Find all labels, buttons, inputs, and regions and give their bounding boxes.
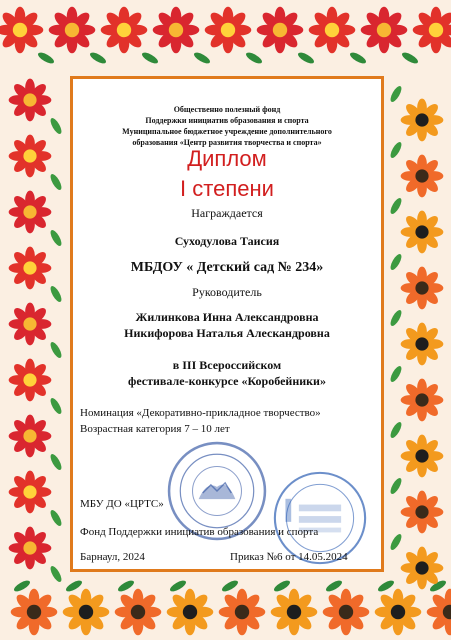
fund-name: Фонд Поддержки инициатив образования и спорта: [80, 526, 319, 538]
org-line: образования «Центр развития творчества и спорта»: [132, 138, 322, 147]
flower-ornament: [401, 323, 444, 366]
flower-ornament: [401, 547, 444, 590]
flower-ornament: [9, 191, 52, 234]
flower-ornament: [115, 589, 162, 636]
awarded-label: Награждается: [191, 206, 263, 220]
flower-ornament: [9, 527, 52, 570]
flower-ornament: [257, 7, 304, 54]
organization-header: [70, 104, 384, 148]
flower-ornament: [219, 589, 266, 636]
org-line: Поддержки инициатив образования и спорта: [145, 116, 309, 125]
order-number: Приказ №6 от 14.05.2024: [230, 551, 348, 563]
flower-ornament: [153, 7, 200, 54]
flower-ornament: [9, 303, 52, 346]
festival-line: фестивале-конкурсе «Коробейники»: [128, 374, 326, 388]
flower-ornament: [361, 7, 408, 54]
flower-ornament: [401, 435, 444, 478]
leader-label: Руководитель: [192, 285, 262, 299]
flower-ornament: [401, 267, 444, 310]
recipient-name: Суходулова Таисия: [174, 234, 280, 248]
age-category: Возрастная категория 7 – 10 лет: [80, 423, 230, 435]
flower-ornament: [9, 359, 52, 402]
issuer-name: МБУ ДО «ЦРТС»: [80, 498, 164, 510]
flower-ornament: [9, 135, 52, 178]
org-line: Муниципальное бюджетное учреждение дополнительного: [122, 127, 332, 136]
flower-ornament: [401, 211, 444, 254]
flower-ornament: [401, 99, 444, 142]
flower-ornament: [101, 7, 148, 54]
flower-ornament: [63, 589, 110, 636]
flower-ornament: [375, 589, 422, 636]
flower-ornament: [9, 415, 52, 458]
org-line: Общественно полезный фонд: [173, 105, 281, 114]
flower-ornament: [323, 589, 370, 636]
flower-ornament: [9, 471, 52, 514]
flower-ornament: [401, 155, 444, 198]
festival-line: в III Всероссийском: [172, 358, 282, 372]
leader-name: Никифорова Наталья Алескандровна: [124, 326, 330, 340]
city-year: Барнаул, 2024: [80, 551, 145, 563]
leader-name: Жилинкова Инна Александровна: [135, 310, 319, 324]
flower-ornament: [271, 589, 318, 636]
diploma-degree: I степени: [180, 176, 274, 201]
diploma-title: Диплом: [187, 146, 267, 171]
flower-ornament: [9, 79, 52, 122]
flower-ornament: [11, 589, 58, 636]
flower-ornament: [401, 491, 444, 534]
flower-ornament: [309, 7, 356, 54]
flower-ornament: [49, 7, 96, 54]
flower-ornament: [401, 379, 444, 422]
flower-ornament: [9, 247, 52, 290]
flower-ornament: [205, 7, 252, 54]
institution-name: МБДОУ « Детский сад № 234»: [130, 260, 324, 275]
nomination: Номинация «Декоративно-прикладное творчество»: [80, 407, 321, 419]
flower-ornament: [167, 589, 214, 636]
